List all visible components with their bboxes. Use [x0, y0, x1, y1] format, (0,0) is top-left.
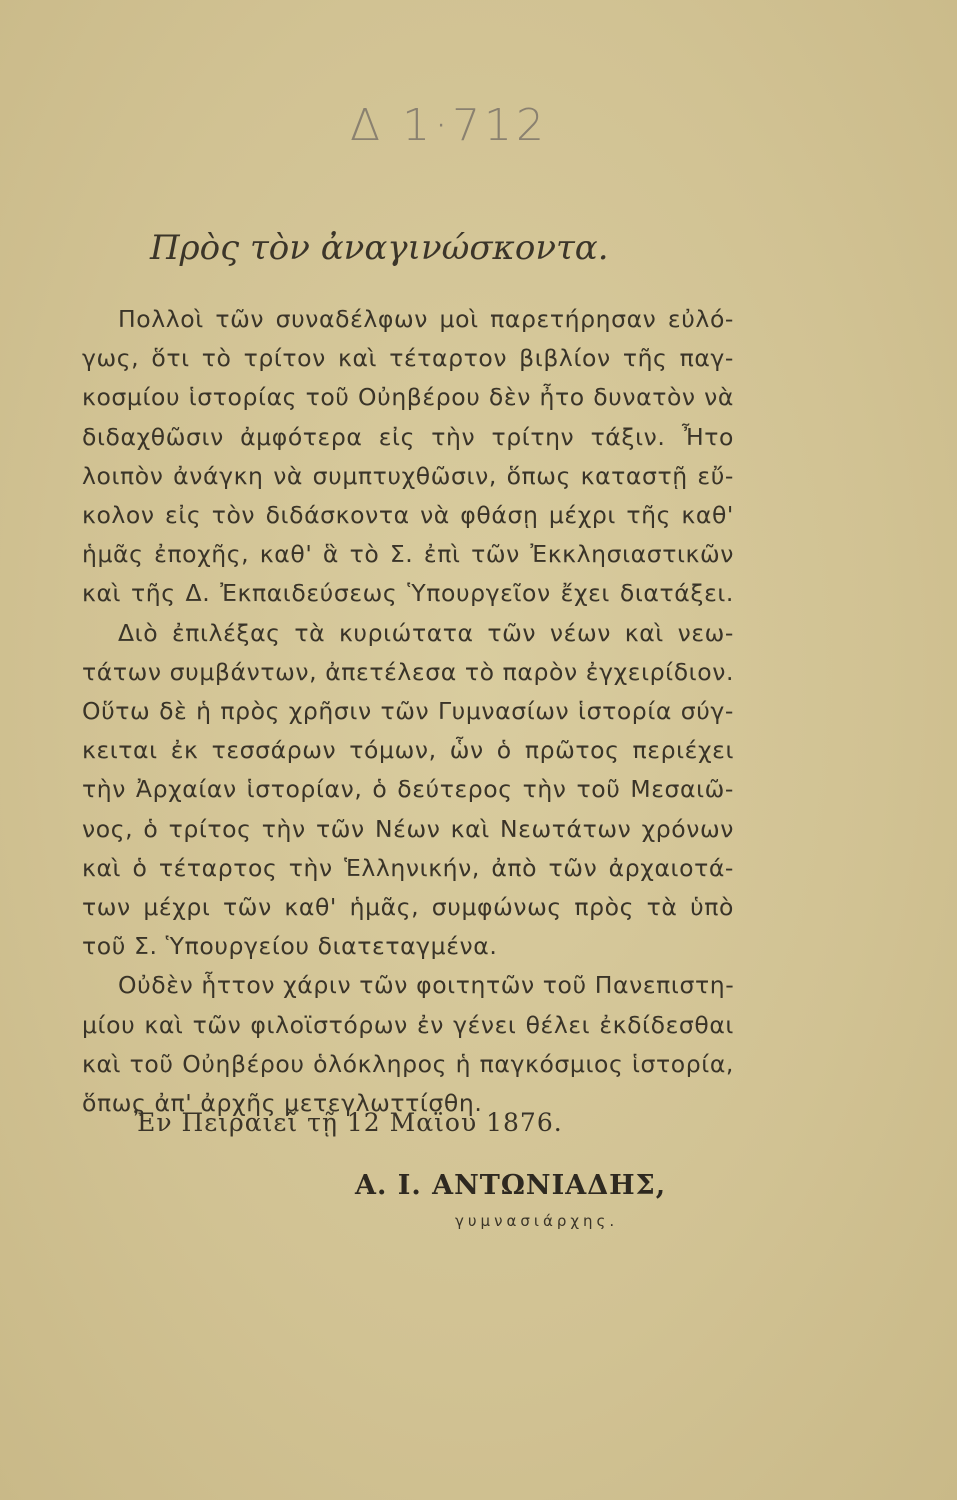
text-line: καὶ ὁ τέταρτος τὴν Ἑλληνικήν, ἀπὸ τῶν ἀρχαιοτά-	[82, 853, 734, 882]
text-line: γως, ὅτι τὸ τρίτον καὶ τέταρτον βιβλίον τῆς παγ-	[82, 344, 734, 373]
dateline: Ἐν Πειραιεῖ τῇ 12 Μαΐου 1876.	[134, 1108, 563, 1137]
text-line: μίου καὶ τῶν φιλοϊστόρων ἐν γένει θέλει ἐκδίδεσθαι	[82, 1010, 734, 1039]
shelfmark-handwritten: Δ 1·712	[350, 100, 549, 151]
text-line: Πολλοὶ τῶν συναδέλφων μοὶ παρετήρησαν εὐλό-	[118, 305, 734, 333]
preface-body	[82, 300, 734, 1123]
paragraph-2	[82, 614, 734, 967]
paragraph-1	[82, 300, 734, 614]
text-line: κειται ἐκ τεσσάρων τόμων, ὧν ὁ πρῶτος περιέχει	[82, 736, 734, 765]
text-line: κολον εἰς τὸν διδάσκοντα νὰ φθάσῃ μέχρι τῆς καθ'	[82, 501, 734, 530]
page-title: Πρὸς τὸν ἀναγινώσκοντα.	[150, 228, 609, 268]
text-line: ἡμᾶς ἐποχῆς, καθ' ἃ τὸ Σ. ἐπὶ τῶν Ἐκκλησιαστικῶν	[82, 540, 734, 569]
text-line: των μέχρι τῶν καθ' ἡμᾶς, συμφώνως πρὸς τὰ ὑπὸ	[82, 893, 734, 922]
text-line: τάτων συμβάντων, ἀπετέλεσα τὸ παρὸν ἐγχειρίδιον.	[82, 657, 735, 686]
paragraph-3	[82, 966, 734, 1123]
text-line: ὅπως ἀπ' ἀρχῆς μετεγλωττίσθη.	[82, 1089, 483, 1118]
text-line: καὶ τοῦ Οὐηβέρου ὁλόκληρος ἡ παγκόσμιος ἱστορία,	[82, 1049, 734, 1078]
text-line: λοιπὸν ἀνάγκη νὰ συμπτυχθῶσιν, ὅπως καταστῇ εὔ-	[82, 461, 734, 490]
text-line: καὶ τῆς Δ. Ἐκπαιδεύσεως Ὑπουργεῖον ἔχει διατάξει.	[82, 579, 734, 608]
text-line: Οὐδὲν ἧττον χάριν τῶν φοιτητῶν τοῦ Πανεπιστη-	[118, 971, 735, 1000]
text-line: τὴν Ἀρχαίαν ἱστορίαν, ὁ δεύτερος τὴν τοῦ Μεσαιῶ-	[82, 775, 734, 804]
text-line: Διὸ ἐπιλέξας τὰ κυριώτατα τῶν νέων καὶ νεω-	[118, 618, 734, 647]
text-line: διδαχθῶσιν ἀμφότερα εἰς τὴν τρίτην τάξιν. Ἦτο	[82, 422, 734, 451]
text-line: κοσμίου ἱστορίας τοῦ Οὐηβέρου δὲν ἦτο δυνατὸν νὰ	[82, 383, 734, 412]
text-line: Οὕτω δὲ ἡ πρὸς χρῆσιν τῶν Γυμνασίων ἱστορία σύγ-	[82, 697, 734, 726]
text-line: νος, ὁ τρίτος τὴν τῶν Νέων καὶ Νεωτάτων χρόνων	[82, 814, 734, 843]
author-title: γυμνασιάρχης.	[455, 1212, 619, 1230]
author-signature: Α. Ι. ΑΝΤΩΝΙΑΔΗΣ,	[355, 1170, 667, 1201]
text-line: τοῦ Σ. Ὑπουργείου διατεταγμένα.	[82, 932, 498, 961]
